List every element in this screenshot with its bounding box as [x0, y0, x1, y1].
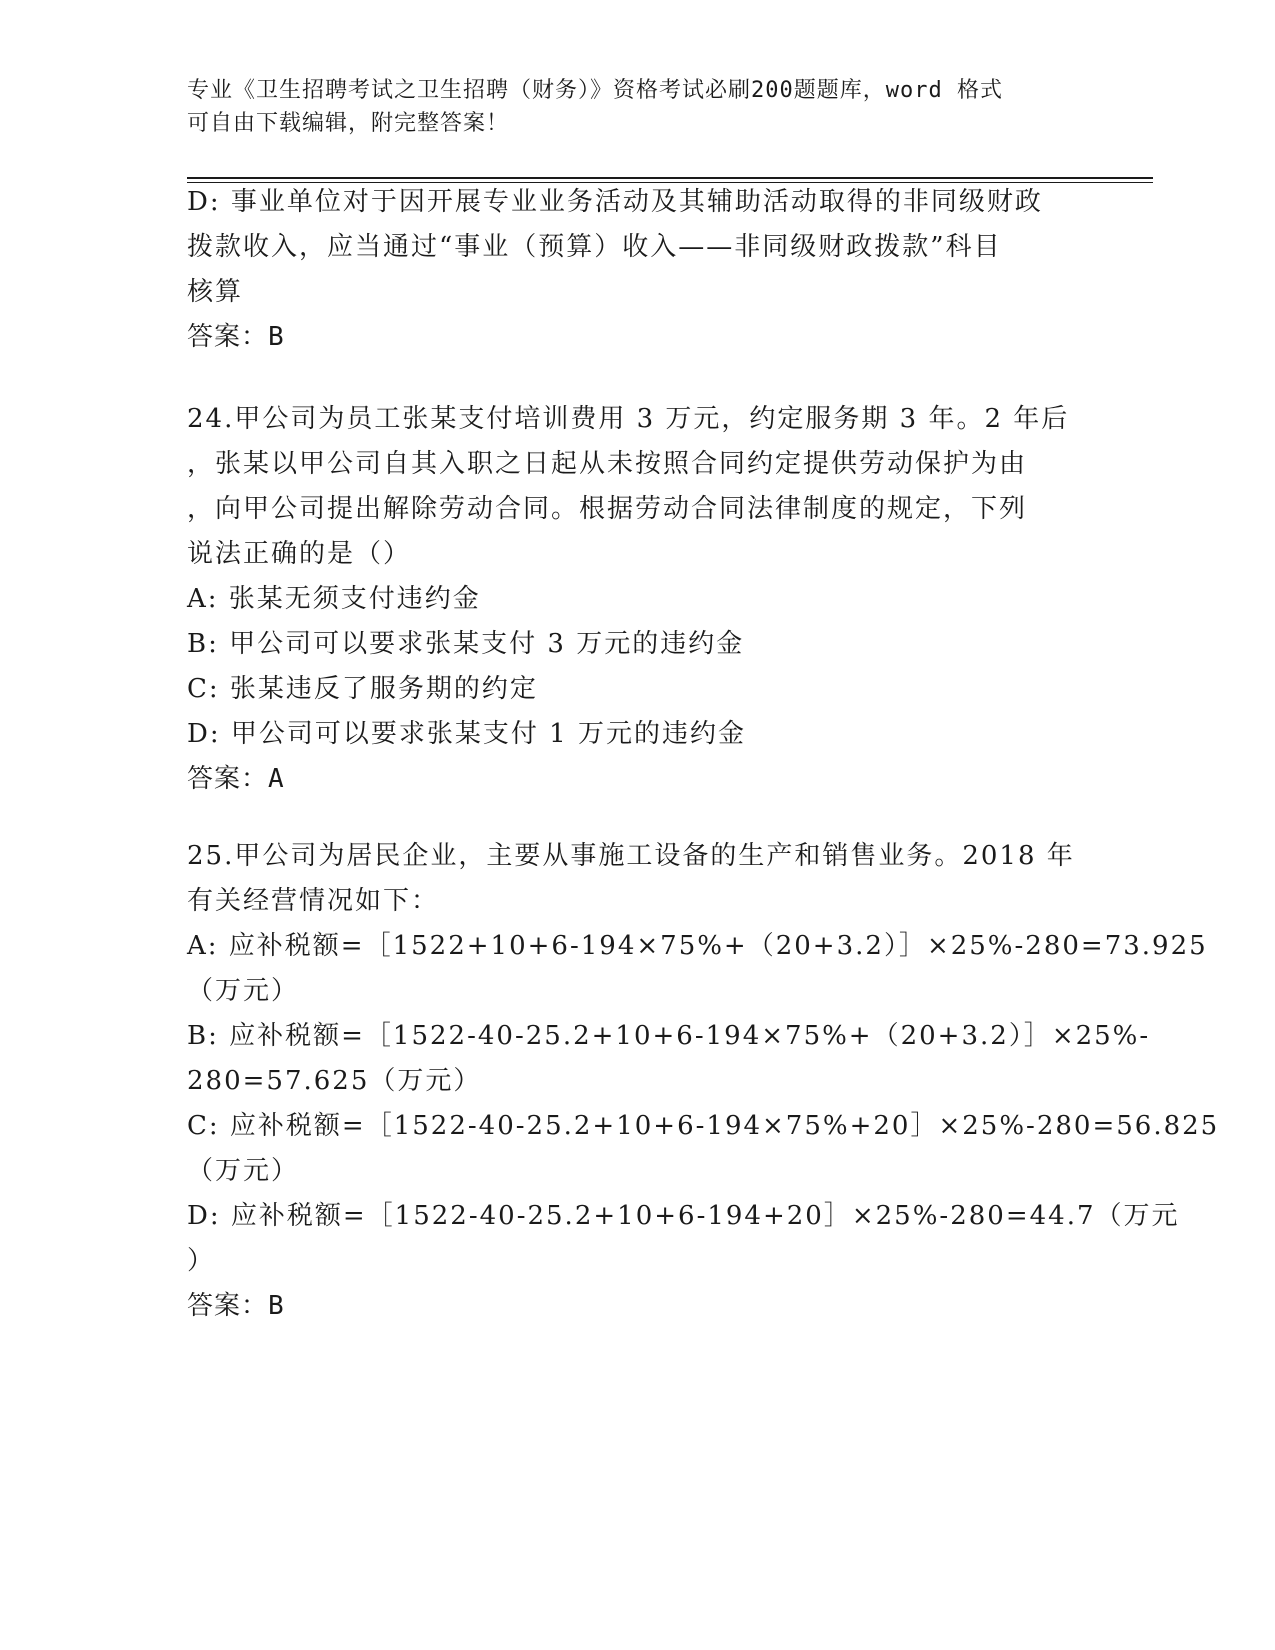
answer-label: 答案：B	[187, 322, 285, 352]
option-d-line-1: D: 事业单位对于因开展专业业务活动及其辅助活动取得的非同级财政	[187, 187, 1043, 217]
option-d-line-3: 核算	[187, 277, 244, 307]
document-header	[187, 74, 1087, 140]
option-d-line-2: 拨款收入，应当通过“事业（预算）收入——非同级财政拨款”科目	[187, 232, 1002, 262]
option-d-line-1: D: 应补税额=［1522-40-25.2+10+6-194+20］×25%-280=44.7（万元	[187, 1201, 1180, 1231]
header-title-line-1: 专业《卫生招聘考试之卫生招聘（财务）》资格考试必刷200题题库，word 格式	[187, 78, 1003, 103]
option-c-line-2: （万元）	[187, 1156, 300, 1186]
option-a-line-1: A: 应补税额=［1522+10+6-194×75%+（20+3.2）］×25%-280=73.925	[187, 931, 1208, 961]
question-stem-line-1: 25.甲公司为居民企业，主要从事施工设备的生产和销售业务。2018 年	[187, 841, 1075, 871]
header-divider	[187, 177, 1153, 179]
option-b: B: 甲公司可以要求张某支付 3 万元的违约金	[187, 629, 745, 659]
option-b-line-1: B: 应补税额=［1522-40-25.2+10+6-194×75%+（20+3.2）］×25%-	[187, 1021, 1151, 1051]
question-stem-line-3: ，向甲公司提出解除劳动合同。根据劳动合同法律制度的规定，下列	[187, 494, 1028, 524]
option-b-line-2: 280=57.625（万元）	[187, 1066, 482, 1096]
question-25	[187, 834, 1220, 1329]
question-stem-line-1: 24.甲公司为员工张某支付培训费用 3 万元，约定服务期 3 年。2 年后	[187, 404, 1070, 434]
option-a-line-2: （万元）	[187, 976, 300, 1006]
option-c: C: 张某违反了服务期的约定	[187, 674, 538, 704]
question-stem-line-2: 有关经营情况如下：	[187, 886, 440, 916]
question-stem-line-2: ，张某以甲公司自其入职之日起从未按照合同约定提供劳动保护为由	[187, 449, 1028, 479]
previous-question	[187, 180, 1087, 360]
answer-label: 答案：A	[187, 764, 285, 794]
answer-label: 答案：B	[187, 1291, 285, 1321]
option-d-line-2: ）	[187, 1246, 216, 1276]
header-title-line-2: 可自由下载编辑，附完整答案！	[187, 111, 510, 136]
question-stem-line-4: 说法正确的是（）	[187, 539, 412, 569]
option-c-line-1: C: 应补税额=［1522-40-25.2+10+6-194×75%+20］×25%-280=56.825	[187, 1111, 1220, 1141]
option-a: A: 张某无须支付违约金	[187, 584, 481, 614]
option-d: D: 甲公司可以要求张某支付 1 万元的违约金	[187, 719, 746, 749]
question-24	[187, 397, 1087, 802]
